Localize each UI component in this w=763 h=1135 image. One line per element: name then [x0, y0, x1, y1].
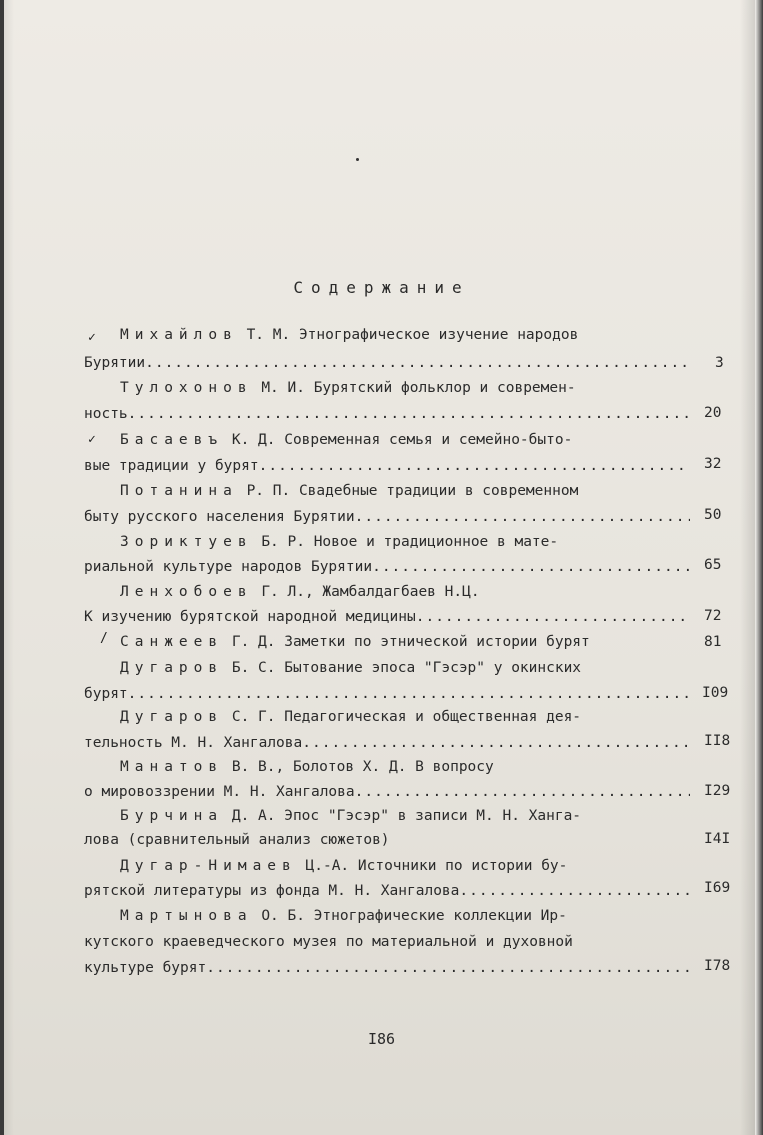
toc-title: Содержание	[293, 278, 470, 297]
entry-author: Мартынова	[120, 908, 253, 924]
entry-title-cont: кутского краеведческого музея по материальной и духовной	[84, 934, 573, 950]
toc-entry-line1	[120, 757, 690, 777]
toc-entry-line2	[84, 733, 690, 753]
entry-author: Тулохонов	[120, 380, 253, 396]
toc-entry-line2	[84, 830, 690, 850]
entry-title-part: В. В., Болотов Х. Д. В вопросу	[231, 759, 494, 775]
leader-dots	[128, 684, 690, 704]
leader-dots	[145, 353, 690, 373]
entry-title-cont: ность	[84, 406, 128, 422]
toc-entry-line1	[120, 632, 700, 652]
toc-entry-line1	[120, 582, 690, 602]
leader-dots	[355, 507, 690, 527]
entry-title-part: Б. Р. Новое и традиционное в мате-	[261, 534, 559, 550]
entry-author: Зориктуев	[120, 534, 253, 550]
entry-author: Санжеев	[120, 634, 224, 650]
entry-page-number: 72	[704, 608, 722, 624]
entry-author: Басаевъ	[120, 432, 224, 448]
entry-author: Дугаров	[120, 660, 224, 676]
entry-page-number: 65	[704, 557, 722, 573]
entry-title-part: Г. Л., Жамбалдагбаев Н.Ц.	[261, 584, 480, 600]
entry-author: Дугар-Нимаев	[120, 858, 297, 874]
entry-title-part: О. Б. Этнографические коллекции Ир-	[261, 908, 567, 924]
toc-entry-line1	[120, 481, 690, 501]
toc-entry-line2	[84, 881, 690, 901]
toc-entry-line1	[120, 378, 690, 398]
entry-title-part: Р. П. Свадебные традиции в современном	[246, 483, 579, 499]
entry-page-number: 81	[704, 634, 722, 650]
entry-author: Бурчина	[120, 808, 224, 824]
toc-entry-line1	[120, 806, 690, 826]
toc-entry-line1	[120, 707, 690, 727]
entry-page-number: 32	[704, 456, 722, 472]
toc-entry-line2	[84, 557, 690, 577]
toc-entry-line2	[84, 404, 690, 424]
toc-entry-line1	[120, 430, 690, 450]
toc-entry-line2	[84, 932, 690, 952]
entry-author: Михайлов	[120, 327, 238, 343]
pencil-tick-icon: /	[100, 631, 108, 646]
leader-dots	[128, 404, 690, 424]
pencil-checkmark-icon: ✓	[88, 330, 96, 345]
entry-title-part: Ц.-А. Источники по истории бу-	[305, 858, 568, 874]
entry-author: Дугаров	[120, 709, 224, 725]
entry-title-cont: К изучению бурятской народной медицины	[84, 609, 416, 625]
toc-entry-line2	[84, 507, 690, 527]
leader-dots	[459, 881, 690, 901]
entry-page-number: II8	[704, 733, 731, 749]
entry-author: Потанина	[120, 483, 238, 499]
entry-title-cont: культуре бурят	[84, 960, 207, 976]
toc-entry-line2	[84, 607, 690, 627]
toc-entry-line1	[120, 658, 690, 678]
entry-author: Ленхобоев	[120, 584, 253, 600]
entry-page-number: I69	[704, 880, 731, 896]
entry-title-cont: быту русского населения Бурятии	[84, 509, 355, 525]
entry-title-part: К. Д. Современная семья и семейно-быто-	[231, 432, 573, 448]
entry-title-cont: о мировоззрении М. Н. Хангалова	[84, 784, 355, 800]
toc-entry-line2	[84, 456, 690, 476]
leader-dots	[355, 782, 690, 802]
toc-entry-line1	[120, 532, 690, 552]
entry-page-number: 3	[715, 355, 724, 371]
entry-title-cont: бурят	[84, 686, 128, 702]
toc-entry-line1	[120, 856, 690, 876]
leader-dots	[302, 733, 690, 753]
entry-title-part: Т. М. Этнографическое изучение народов	[246, 327, 579, 343]
entry-page-number: 50	[704, 507, 722, 523]
entry-page-number: 20	[704, 405, 722, 421]
entry-title-part: Б. С. Бытование эпоса "Гэсэр" у окинских	[231, 660, 582, 676]
entry-author: Манатов	[120, 759, 224, 775]
entry-page-number: I78	[704, 958, 731, 974]
toc-entry-line2	[84, 353, 690, 373]
toc-entry-line2	[84, 684, 690, 704]
entry-title-part: М. И. Бурятский фольклор и современ-	[261, 380, 576, 396]
entry-title-cont: Бурятии	[84, 355, 146, 371]
leader-dots	[372, 557, 690, 577]
entry-page-number: I29	[704, 783, 731, 799]
entry-title-cont: лова (сравнительный анализ сюжетов)	[84, 832, 390, 848]
toc-entry-line3	[84, 958, 690, 978]
leader-dots	[416, 607, 690, 627]
entry-title-cont: рятской литературы из фонда М. Н. Хангалова	[84, 883, 460, 899]
entry-title-cont: риальной культуре народов Бурятии	[84, 559, 373, 575]
entry-page-number: I09	[702, 685, 729, 701]
page-number: I86	[367, 1030, 396, 1048]
pencil-checkmark-icon: ✓	[88, 432, 96, 447]
leader-dots	[259, 456, 690, 476]
toc-entry-line1	[120, 906, 690, 926]
entry-title-part: Д. А. Эпос "Гэсэр" в записи М. Н. Ханга-	[231, 808, 582, 824]
toc-entry-line1	[120, 325, 690, 345]
entry-title-part: Г. Д. Заметки по этнической истории бурят	[231, 634, 590, 650]
toc-entry-line2	[84, 782, 690, 802]
leader-dots	[206, 958, 690, 978]
entry-title-part: С. Г. Педагогическая и общественная дея-	[231, 709, 582, 725]
entry-title-cont: вые традиции у бурят	[84, 458, 259, 474]
entry-page-number: I4I	[704, 831, 731, 847]
entry-title-cont: тельность М. Н. Хангалова	[84, 735, 303, 751]
